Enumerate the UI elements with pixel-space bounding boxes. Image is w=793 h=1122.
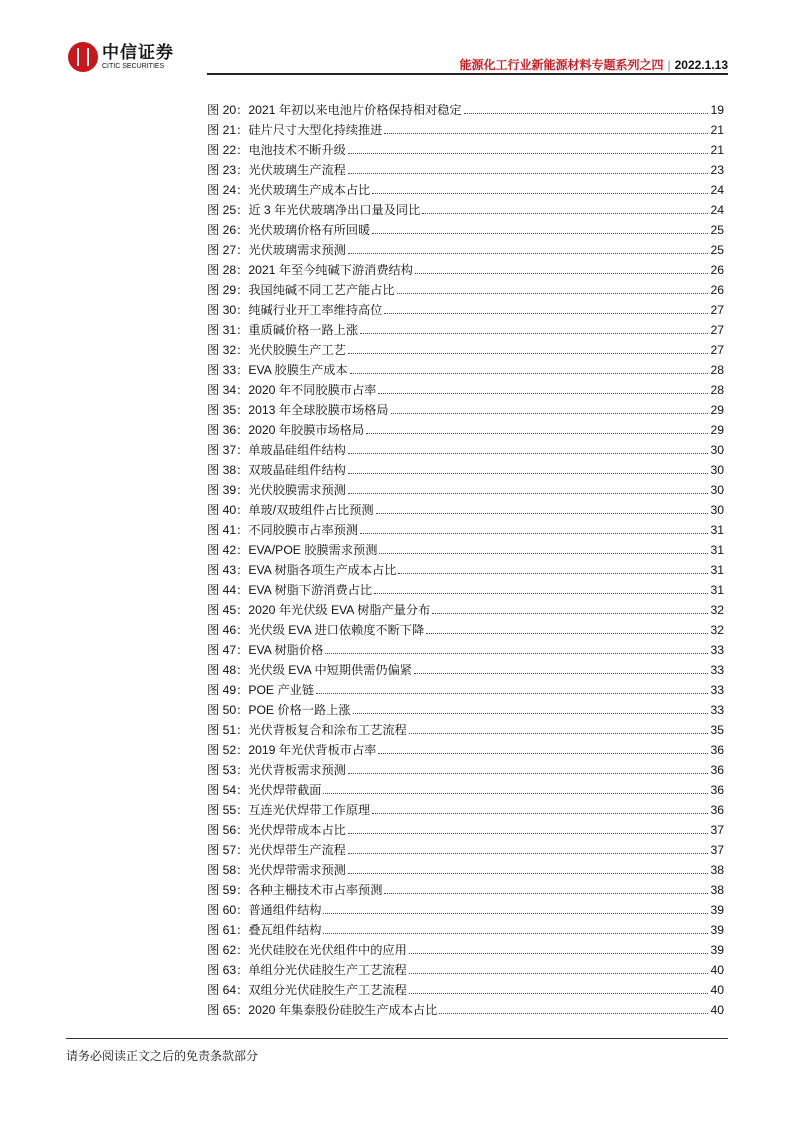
- toc-entry-label[interactable]: 图 60：普通组件结构: [207, 903, 322, 917]
- leader-dots: [360, 333, 708, 334]
- toc-entry[interactable]: [207, 158, 724, 178]
- toc-entry[interactable]: [207, 218, 724, 238]
- toc-entry[interactable]: [207, 918, 724, 938]
- toc-entry-label[interactable]: 图 25：近 3 年光伏玻璃净出口量及同比: [207, 203, 421, 217]
- leader-dots: [350, 373, 709, 374]
- toc-entry-page[interactable]: 31: [710, 543, 724, 557]
- toc-entry[interactable]: [207, 238, 724, 258]
- toc-entry[interactable]: [207, 658, 724, 678]
- leader-dots: [378, 393, 708, 394]
- toc-entry[interactable]: [207, 198, 724, 218]
- toc-entry-label[interactable]: 图 51：光伏背板复合和涂布工艺流程: [207, 723, 407, 737]
- toc-entry[interactable]: [207, 698, 724, 718]
- toc-entry[interactable]: [207, 138, 724, 158]
- toc-entry-label[interactable]: 图 44：EVA 树脂下游消费占比: [207, 583, 373, 597]
- toc-entry-page[interactable]: 25: [710, 243, 724, 257]
- footer-disclaimer: 请务必阅读正文之后的免责条款部分: [66, 1049, 259, 1063]
- toc-entry-label[interactable]: 图 43：EVA 树脂各项生产成本占比: [207, 563, 397, 577]
- leader-dots: [384, 133, 708, 134]
- toc-entry-page[interactable]: 32: [710, 603, 724, 617]
- toc-entry-page[interactable]: 40: [710, 963, 724, 977]
- toc-entry[interactable]: [207, 538, 724, 558]
- toc-entry-page[interactable]: 32: [710, 623, 724, 637]
- leader-dots: [348, 353, 709, 354]
- leader-dots: [325, 653, 708, 654]
- toc-entry-page[interactable]: 30: [710, 483, 724, 497]
- toc-entry-page[interactable]: 37: [710, 823, 724, 837]
- toc-entry-label[interactable]: 图 34：2020 年不同胶膜市占率: [207, 383, 377, 397]
- leader-dots: [378, 753, 708, 754]
- toc-entry[interactable]: [207, 858, 724, 878]
- toc-entry[interactable]: [207, 838, 724, 858]
- toc-entry-label[interactable]: 图 32：光伏胶膜生产工艺: [207, 343, 346, 357]
- toc-entry-page[interactable]: 29: [710, 403, 724, 417]
- toc-entry-label[interactable]: 图 55：互连光伏焊带工作原理: [207, 803, 371, 817]
- toc-entry[interactable]: [207, 578, 724, 598]
- toc-entry-page[interactable]: 31: [710, 563, 724, 577]
- toc-entry-label[interactable]: 图 46：光伏级 EVA 进口依赖度不断下降: [207, 623, 425, 637]
- leader-dots: [360, 533, 708, 534]
- toc-entry[interactable]: [207, 898, 724, 918]
- toc-entry-label[interactable]: 图 22：电池技术不断升级: [207, 143, 346, 157]
- header-title: [459, 56, 728, 73]
- leader-dots: [415, 273, 709, 274]
- toc-entry-label[interactable]: 图 26：光伏玻璃价格有所回暖: [207, 223, 371, 237]
- leader-dots: [372, 193, 708, 194]
- toc-entry-page[interactable]: 28: [710, 363, 724, 377]
- toc-entry-label[interactable]: 图 62：光伏硅胶在光伏组件中的应用: [207, 943, 407, 957]
- toc-entry-label[interactable]: 图 27：光伏玻璃需求预测: [207, 243, 346, 257]
- toc-entry[interactable]: [207, 758, 724, 778]
- logo-cn: 中信证券: [102, 42, 174, 62]
- toc-entry-page[interactable]: 25: [710, 223, 724, 237]
- toc-entry[interactable]: [207, 938, 724, 958]
- leader-dots: [323, 793, 708, 794]
- toc-entry[interactable]: [207, 358, 724, 378]
- toc-entry-page[interactable]: 21: [710, 123, 724, 137]
- leader-dots: [409, 973, 709, 974]
- toc-entry[interactable]: [207, 618, 724, 638]
- toc-entry-page[interactable]: 26: [710, 283, 724, 297]
- leader-dots: [348, 153, 709, 154]
- leader-dots: [348, 253, 709, 254]
- toc-entry-page[interactable]: 30: [710, 503, 724, 517]
- leader-dots: [348, 173, 709, 174]
- toc-entry-label[interactable]: 图 50：POE 价格一路上涨: [207, 703, 351, 717]
- leader-dots: [409, 733, 709, 734]
- toc-entry-label[interactable]: 图 45：2020 年光伏级 EVA 树脂产量分布: [207, 603, 431, 617]
- logo-en: CITIC SECURITIES: [102, 62, 165, 70]
- toc-entry-page[interactable]: 33: [710, 643, 724, 657]
- leader-dots: [316, 693, 708, 694]
- leader-dots: [372, 813, 708, 814]
- leader-dots: [384, 313, 708, 314]
- toc-entry-page[interactable]: 29: [710, 423, 724, 437]
- toc-entry-page[interactable]: 35: [710, 723, 724, 737]
- toc-entry[interactable]: [207, 398, 724, 418]
- toc-entry-page[interactable]: 38: [710, 863, 724, 877]
- toc-entry-page[interactable]: 39: [710, 923, 724, 937]
- figure-index: [207, 98, 724, 1018]
- toc-entry-page[interactable]: 33: [710, 663, 724, 677]
- leader-dots: [348, 473, 709, 474]
- toc-entry-label[interactable]: 图 61：叠瓦组件结构: [207, 923, 322, 937]
- toc-entry-label[interactable]: 图 39：光伏胶膜需求预测: [207, 483, 346, 497]
- toc-entry-page[interactable]: 31: [710, 583, 724, 597]
- leader-dots: [439, 1013, 708, 1014]
- toc-entry-label[interactable]: 图 21：硅片尺寸大型化持续推进: [207, 123, 383, 137]
- toc-entry-page[interactable]: 30: [710, 463, 724, 477]
- toc-entry-page[interactable]: 39: [710, 903, 724, 917]
- toc-entry[interactable]: [207, 98, 724, 118]
- toc-entry-label[interactable]: 图 36：2020 年胶膜市场格局: [207, 423, 365, 437]
- leader-dots: [384, 893, 708, 894]
- toc-entry-page[interactable]: 36: [710, 743, 724, 757]
- toc-entry-page[interactable]: 21: [710, 143, 724, 157]
- toc-entry-label[interactable]: 图 40：单玻/双玻组件占比预测: [207, 503, 374, 517]
- toc-entry-page[interactable]: 24: [710, 203, 724, 217]
- leader-dots: [348, 853, 709, 854]
- header-rule: [207, 73, 728, 75]
- leader-dots: [379, 553, 708, 554]
- toc-entry-label[interactable]: 图 48：光伏级 EVA 中短期供需仍偏紧: [207, 663, 412, 677]
- toc-entry-label[interactable]: 图 54：光伏焊带截面: [207, 783, 322, 797]
- leader-dots: [353, 713, 709, 714]
- toc-entry[interactable]: [207, 958, 724, 978]
- leader-dots: [414, 673, 708, 674]
- leader-dots: [391, 413, 709, 414]
- toc-entry-page[interactable]: 28: [710, 383, 724, 397]
- toc-entry-page[interactable]: 33: [710, 683, 724, 697]
- toc-entry-label[interactable]: 图 24：光伏玻璃生产成本占比: [207, 183, 371, 197]
- toc-entry[interactable]: [207, 178, 724, 198]
- toc-entry[interactable]: [207, 818, 724, 838]
- header-separator: |: [667, 58, 671, 72]
- toc-entry[interactable]: [207, 438, 724, 458]
- toc-entry-page[interactable]: 36: [710, 783, 724, 797]
- leader-dots: [374, 593, 708, 594]
- leader-dots: [426, 633, 708, 634]
- toc-entry[interactable]: [207, 338, 724, 358]
- toc-entry-page[interactable]: 24: [710, 183, 724, 197]
- toc-entry-label[interactable]: 图 63：单组分光伏硅胶生产工艺流程: [207, 963, 407, 977]
- toc-entry-label[interactable]: 图 20：2021 年初以来电池片价格保持相对稳定: [207, 103, 462, 117]
- toc-entry-page[interactable]: 40: [710, 1003, 724, 1017]
- toc-entry[interactable]: [207, 718, 724, 738]
- report-title: 能源化工行业新能源材料专题系列之四: [459, 58, 664, 72]
- leader-dots: [372, 233, 708, 234]
- toc-entry-label[interactable]: 图 49：POE 产业链: [207, 683, 315, 697]
- toc-entry[interactable]: [207, 318, 724, 338]
- toc-entry-page[interactable]: 26: [710, 263, 724, 277]
- toc-entry[interactable]: [207, 118, 724, 138]
- toc-entry-label[interactable]: 图 33：EVA 胶膜生产成本: [207, 363, 348, 377]
- leader-dots: [409, 953, 709, 954]
- toc-entry[interactable]: [207, 878, 724, 898]
- leader-dots: [397, 293, 709, 294]
- toc-entry-label[interactable]: 图 64：双组分光伏硅胶生产工艺流程: [207, 983, 407, 997]
- toc-entry[interactable]: [207, 458, 724, 478]
- leader-dots: [366, 433, 708, 434]
- leader-dots: [348, 453, 709, 454]
- leader-dots: [348, 773, 709, 774]
- toc-entry-label[interactable]: 图 59：各种主栅技术市占率预测: [207, 883, 383, 897]
- toc-entry-page[interactable]: 31: [710, 523, 724, 537]
- toc-entry-page[interactable]: 39: [710, 943, 724, 957]
- leader-dots: [398, 573, 708, 574]
- toc-entry-label[interactable]: 图 38：双玻晶硅组件结构: [207, 463, 346, 477]
- citic-logo: [68, 42, 174, 72]
- toc-entry-page[interactable]: 30: [710, 443, 724, 457]
- toc-entry-label[interactable]: 图 57：光伏焊带生产流程: [207, 843, 346, 857]
- toc-entry-page[interactable]: 23: [710, 163, 724, 177]
- toc-entry[interactable]: [207, 418, 724, 438]
- toc-entry-label[interactable]: 图 47：EVA 树脂价格: [207, 643, 324, 657]
- toc-entry-label[interactable]: 图 28：2021 年至今纯碱下游消费结构: [207, 263, 413, 277]
- citic-logo-icon: [68, 42, 98, 72]
- toc-entry-label[interactable]: 图 35：2013 年全球胶膜市场格局: [207, 403, 389, 417]
- toc-entry[interactable]: [207, 558, 724, 578]
- toc-entry[interactable]: [207, 738, 724, 758]
- toc-entry-page[interactable]: 27: [710, 343, 724, 357]
- toc-entry-page[interactable]: 27: [710, 323, 724, 337]
- toc-entry-label[interactable]: 图 30：纯碱行业开工率维持高位: [207, 303, 383, 317]
- toc-entry[interactable]: [207, 638, 724, 658]
- toc-entry-label[interactable]: 图 56：光伏焊带成本占比: [207, 823, 346, 837]
- toc-entry-label[interactable]: 图 65：2020 年集泰股份硅胶生产成本占比: [207, 1003, 438, 1017]
- toc-entry[interactable]: [207, 778, 724, 798]
- footer-rule: [66, 1038, 728, 1039]
- leader-dots: [348, 493, 709, 494]
- toc-entry[interactable]: [207, 518, 724, 538]
- toc-entry-page[interactable]: 40: [710, 983, 724, 997]
- toc-entry-label[interactable]: 图 42：EVA/POE 胶膜需求预测: [207, 543, 378, 557]
- leader-dots: [422, 213, 708, 214]
- report-date: 2022.1.13: [674, 58, 728, 72]
- toc-entry[interactable]: [207, 258, 724, 278]
- toc-entry[interactable]: [207, 278, 724, 298]
- toc-entry[interactable]: [207, 498, 724, 518]
- leader-dots: [323, 913, 708, 914]
- toc-entry-page[interactable]: 19: [710, 103, 724, 117]
- toc-entry[interactable]: [207, 298, 724, 318]
- toc-entry-label[interactable]: 图 53：光伏背板需求预测: [207, 763, 346, 777]
- toc-entry-label[interactable]: 图 31：重质碱价格一路上涨: [207, 323, 359, 337]
- leader-dots: [376, 513, 709, 514]
- toc-entry[interactable]: [207, 478, 724, 498]
- toc-entry[interactable]: [207, 978, 724, 998]
- toc-entry-label[interactable]: 图 58：光伏焊带需求预测: [207, 863, 346, 877]
- toc-entry[interactable]: [207, 678, 724, 698]
- toc-entry[interactable]: [207, 798, 724, 818]
- toc-entry-page[interactable]: 38: [710, 883, 724, 897]
- toc-entry[interactable]: [207, 598, 724, 618]
- toc-entry-page[interactable]: 27: [710, 303, 724, 317]
- toc-entry-label[interactable]: 图 23：光伏玻璃生产流程: [207, 163, 346, 177]
- leader-dots: [464, 113, 709, 114]
- toc-entry-label[interactable]: 图 41：不同胶膜市占率预测: [207, 523, 359, 537]
- toc-entry-page[interactable]: 36: [710, 803, 724, 817]
- toc-entry[interactable]: [207, 378, 724, 398]
- toc-entry-label[interactable]: 图 29：我国纯碱不同工艺产能占比: [207, 283, 395, 297]
- leader-dots: [432, 613, 708, 614]
- toc-entry[interactable]: [207, 998, 724, 1018]
- toc-entry-page[interactable]: 36: [710, 763, 724, 777]
- toc-entry-label[interactable]: 图 37：单玻晶硅组件结构: [207, 443, 346, 457]
- leader-dots: [323, 933, 708, 934]
- leader-dots: [348, 873, 709, 874]
- toc-entry-page[interactable]: 33: [710, 703, 724, 717]
- leader-dots: [409, 993, 709, 994]
- toc-entry-label[interactable]: 图 52：2019 年光伏背板市占率: [207, 743, 377, 757]
- leader-dots: [348, 833, 709, 834]
- toc-entry-page[interactable]: 37: [710, 843, 724, 857]
